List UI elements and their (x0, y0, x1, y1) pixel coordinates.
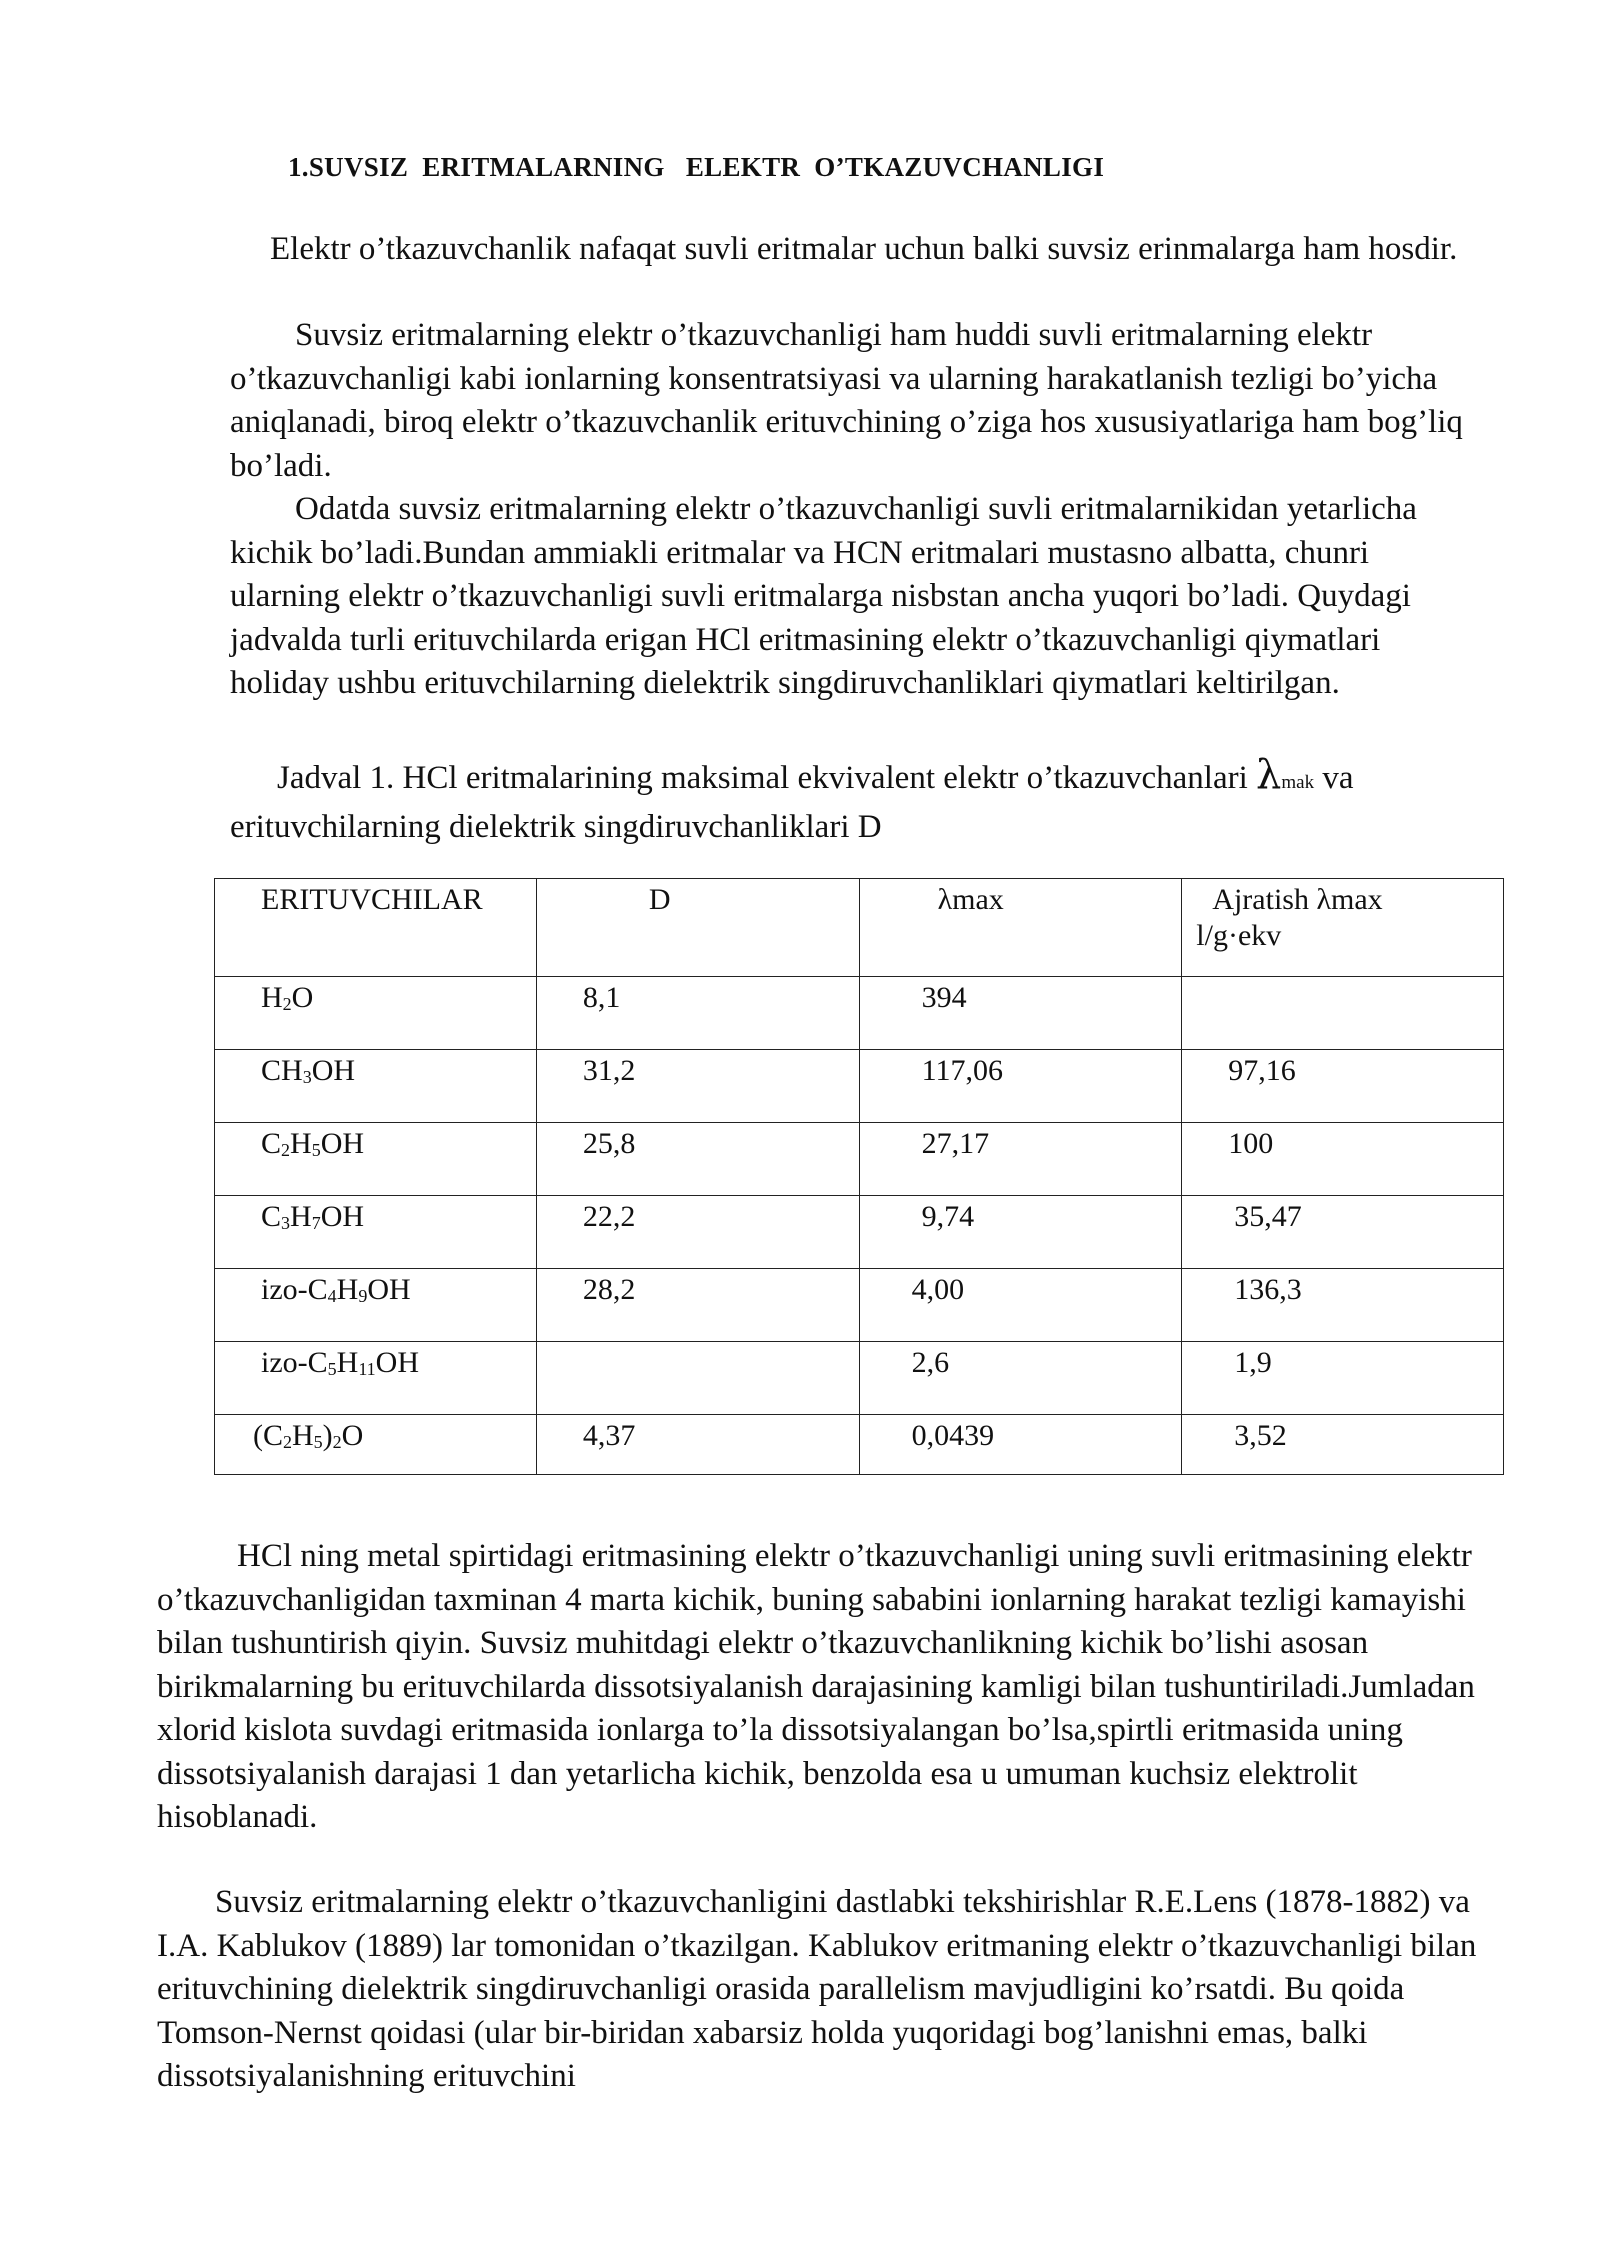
table-row (215, 1342, 1504, 1415)
cell-lambda-max-value: 2,6 (911, 1346, 950, 1379)
paragraph-comparison: Odatda suvsiz eritmalarning elektr o’tkazuvchanligi suvli eritmalarnikidan yetarlicha kichik bo’ladi.Bundan ammiakli eritmalar va HCN eritmalari mustasno albatta, chunri ularning elektr o’tkazuvchanligi suvli eritmalarga nisbstan ancha yuqori bo’ladi. Quydagi jadvalda turli erituvchilarda erigan HCl eritmasining elektr o’tkazuvchanligi qiymatlari holiday ushbu erituvchilarning dielektrik singdiruvchanliklari qiymatlari keltirilgan. (230, 491, 1417, 701)
cell-d-value: 8,1 (582, 981, 621, 1014)
solvent-formula: izo-$C_5H_{11}OH$ (261, 1346, 420, 1379)
cell-ajratish (1182, 977, 1504, 1050)
table-row (215, 1196, 1504, 1269)
cell-d-value: 22,2 (582, 1200, 636, 1233)
cell-d (536, 1342, 859, 1415)
cell-lambda-max-value: 394 (921, 981, 967, 1014)
caption-lambda: λ (1256, 752, 1282, 798)
paragraph-history: Suvsiz eritmalarning elektr o’tkazuvchanligini dastlabki tekshirishlar R.E.Lens (1878-1882) va I.A. Kablukov (1889) lar tomonidan o’tkazilgan. Kablukov eritmaning elektr o’tkazuvchanligi bilan erituvchining dielektrik singdiruvchanligi orasida parallelism mavjudligini ko’rsatdi. Bu qoida Tomson-Nernst qoidasi (ular bir-biridan xabarsiz holda yuqoridagi bog’lanishni emas, balki dissotsiyalanishning erituvchini (157, 1884, 1477, 2094)
cell-ajratish (1182, 1415, 1504, 1475)
table-header-row (215, 879, 1504, 977)
table-row (215, 1415, 1504, 1475)
header-cell (1182, 879, 1504, 977)
cell-lambda-max (859, 1415, 1182, 1475)
solvent-formula: $C_3H_7OH$ (261, 1200, 365, 1233)
cell-lambda-max (859, 1050, 1182, 1123)
cell-solvent (215, 1342, 537, 1415)
header-cell (215, 879, 537, 977)
header-d: D (648, 883, 671, 916)
cell-d-value: 31,2 (582, 1054, 636, 1087)
cell-d (536, 1269, 859, 1342)
cell-ajratish-value: 97,16 (1228, 1054, 1296, 1087)
cell-d-value: 4,37 (582, 1419, 636, 1452)
cell-d-value: 25,8 (582, 1127, 636, 1160)
solvent-formula: $H_2O$ (261, 981, 314, 1014)
cell-ajratish-value: 136,3 (1234, 1273, 1302, 1306)
section-title: 1.SUVSIZ ERITMALARNING ELEKTR O’TKAZUVCHANLIGI (288, 152, 1105, 182)
paragraph-methanol-solution: HCl ning metal spirtidagi eritmasining elektr o’tkazuvchanligi uning suvli eritmasining elektr o’tkazuvchanligidan taxminan 4 marta kichik, buning sababini ionlarning harakat tezligi kamayishi bilan tushuntirish qiyin. Suvsiz muhitdagi elektr o’tkazuvchanlikning kichik bo’lishi asosan birikmalarning bu erituvchilarda dissotsiyalanish darajasining kamligi bilan tushuntiriladi.Jumladan xlorid kislota suvdagi eritmasida ionlarga to’la dissotsiyalangan bo’lsa,spirtli eritmasida uning dissotsiyalanish darajasi 1 dan yetarlicha kichik, benzolda esa u umuman kuchsiz elektrolit hisoblanadi. (157, 1538, 1475, 1835)
cell-ajratish-value (1182, 977, 1503, 980)
header-cell (859, 879, 1182, 977)
table-caption (230, 753, 1475, 849)
cell-ajratish-value: 35,47 (1234, 1200, 1302, 1233)
cell-ajratish (1182, 1123, 1504, 1196)
cell-d (536, 1123, 859, 1196)
cell-lambda-max (859, 1269, 1182, 1342)
cell-solvent (215, 977, 537, 1050)
cell-d-value (537, 1342, 859, 1345)
cell-lambda-max-value: 9,74 (921, 1200, 975, 1233)
table-row (215, 1269, 1504, 1342)
caption-text: Jadval 1. HCl eritmalarining maksimal ekvivalent elektr o’tkazuvchanlari (277, 760, 1256, 796)
conductivity-table (214, 878, 1504, 1475)
cell-ajratish (1182, 1196, 1504, 1269)
table-row (215, 977, 1504, 1050)
cell-d (536, 1050, 859, 1123)
cell-lambda-max (859, 1123, 1182, 1196)
cell-ajratish-value: 1,9 (1234, 1346, 1272, 1379)
paragraph-conductivity-factors: Suvsiz eritmalarning elektr o’tkazuvchanligi ham huddi suvli eritmalarning elektr o’tkazuvchanligi kabi ionlarning konsentratsiyasi va ularning harakatlanish tezligi bo’yicha aniqlanadi, biroq elektr o’tkazuvchanlik erituvchining o’ziga hos xususiyatlariga ham bog’liq bo’ladi. (230, 317, 1463, 484)
cell-lambda-max-value: 27,17 (921, 1127, 990, 1160)
solvent-formula: $CH_3OH$ (261, 1054, 356, 1087)
cell-solvent (215, 1196, 537, 1269)
table-row (215, 1050, 1504, 1123)
solvent-formula: $C_2H_5OH$ (261, 1127, 365, 1160)
header-lambda-max: λmax (937, 883, 1004, 916)
cell-d (536, 977, 859, 1050)
cell-lambda-max (859, 977, 1182, 1050)
cell-lambda-max (859, 1196, 1182, 1269)
paragraph-intro: Elektr o’tkazuvchanlik nafaqat suvli eritmalar uchun balki suvsiz erinmalarga ham hosdir. (270, 231, 1458, 267)
cell-ajratish-value: 100 (1228, 1127, 1274, 1160)
cell-ajratish (1182, 1342, 1504, 1415)
cell-solvent (215, 1123, 537, 1196)
header-solvents: ERITUVCHILAR (261, 883, 483, 916)
header-unit: l/g·ekv (1196, 919, 1282, 952)
cell-ajratish (1182, 1269, 1504, 1342)
caption-lambda-sub: mak (1281, 772, 1315, 793)
cell-solvent (215, 1415, 537, 1475)
solvent-formula: $(C_2H_5)_2O$ (253, 1419, 364, 1452)
table-row (215, 1123, 1504, 1196)
cell-solvent (215, 1269, 537, 1342)
header-ajratish: Ajratish λmax (1212, 883, 1383, 916)
solvent-formula: izo-$C_4H_9OH$ (261, 1273, 411, 1306)
cell-ajratish (1182, 1050, 1504, 1123)
caption-text-2: va erituvchilarning dielektrik singdiruvchanliklari D (230, 760, 1354, 845)
cell-d (536, 1196, 859, 1269)
cell-lambda-max-value: 4,00 (911, 1273, 965, 1306)
cell-solvent (215, 1050, 537, 1123)
cell-lambda-max (859, 1342, 1182, 1415)
cell-lambda-max-value: 117,06 (921, 1054, 1003, 1087)
cell-lambda-max-value: 0,0439 (911, 1419, 995, 1452)
cell-d (536, 1415, 859, 1475)
cell-d-value: 28,2 (582, 1273, 636, 1306)
header-cell (536, 879, 859, 977)
cell-ajratish-value: 3,52 (1234, 1419, 1287, 1452)
